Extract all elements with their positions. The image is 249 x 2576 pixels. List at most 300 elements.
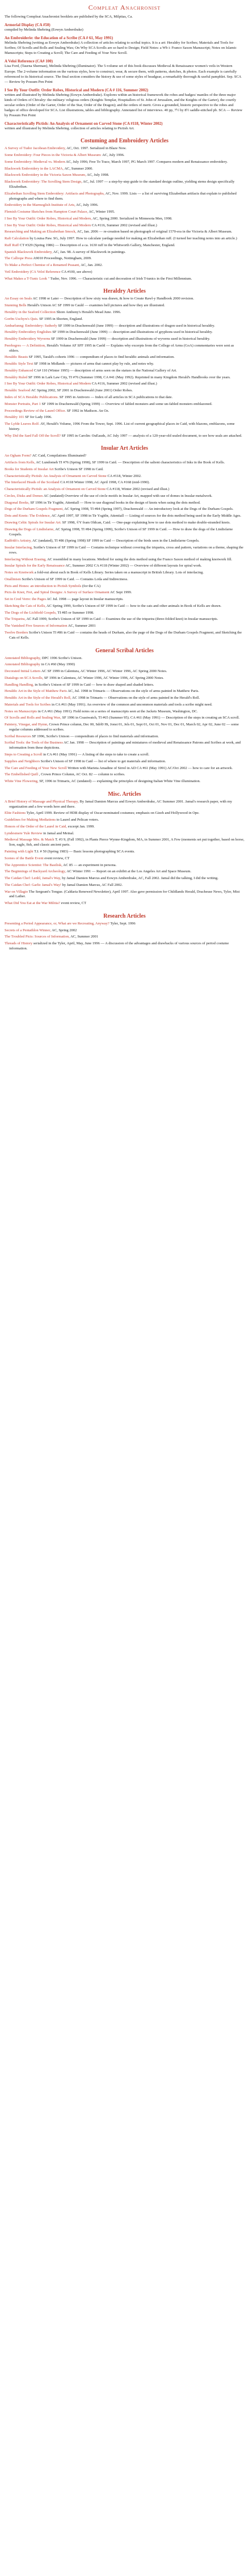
article-title-link[interactable]: Some Embroidery: Medieval vs. Modern — [5, 159, 65, 164]
article-details: Shore Anthony's Herald's Mead June. 1996. — [56, 310, 121, 315]
article-details: Scribe's Unison SF 1998 in Caid. — [54, 467, 104, 471]
section-heading: General Scribal Articles — [95, 647, 154, 654]
article-title-link[interactable]: Veil Embroidery (CA Veloï Reference — [5, 269, 61, 274]
article-title-link[interactable]: Notes on Knotwork — [5, 571, 34, 575]
article-title-link[interactable]: Insular Spirals for the Early Renaissance — [5, 564, 65, 568]
article-entry — [5, 890, 244, 900]
section-heading: Misc. Articles — [108, 791, 141, 797]
article-title-link[interactable]: Researching and Making an Elizabethan Smock, — [5, 230, 77, 234]
article-entry — [5, 825, 244, 830]
article-title-link[interactable]: Circles, Disks and Domes — [5, 493, 43, 498]
article-title-link[interactable]: I See By Your Outfit: Order Robes, Historical and Modern, — [5, 216, 92, 221]
article-details: in CA #61 (May 1991) — A listing of the steps to take to create a scroll. — [43, 753, 150, 757]
article-details: Tyler, Sept. 1996 — [110, 921, 136, 926]
article-title-link[interactable]: Painting with Light — [5, 849, 33, 854]
article-details: Written with Marieta Amadine of Sirrel in AD CA #61 (May 1991) AC/Oct 2002 — how to care for an artwork. — [67, 766, 233, 770]
article-title-link[interactable]: Supplies and Neighbors — [5, 759, 40, 763]
article-details: The Sergeant's Tongue. (Caldaria Renewed Newsletter), April 1997. Also gave permission for Childlands Herald, Dracheuse News, Tyler, Mist and Lather. — [9, 889, 240, 899]
article-entry — [5, 210, 244, 215]
article-title-link[interactable]: To Make a Perfect Chemise of a Renamed Peasant, — [5, 263, 80, 268]
article-entry — [5, 362, 244, 367]
article-details: Tyler, April 1999. Review of HDR display of Oscar-nominated costumes; emphasis on Gizeh and Hollywood in Ope. — [26, 811, 200, 816]
article-details: Scribe's Unison of SF 1999 in Caid — Contains technique without covering the triquetra, cross and pattern, variations on a theme, shaping the rows. — [9, 546, 244, 555]
article-entry — [5, 153, 244, 158]
article-details: AC, Summer 2001 — [67, 624, 96, 628]
article-title-link[interactable]: Scribal Resources — [5, 734, 31, 738]
article-entry — [5, 382, 244, 387]
article-details: CA #116, Summer 2002 (revised and illust.) — [91, 382, 157, 386]
article-details: serialized in the Tyler, April, May, June 1996 — A discussion of the advantages and drawbacks of various sources of period costume information. — [9, 941, 229, 951]
article-title-link[interactable]: Decorated Initial Letters — [5, 669, 41, 674]
article-title-link[interactable]: Scenes of the Battle Event — [5, 856, 44, 860]
book-description: written and illustrated by Melinda Shebring. collection of articles relating to Pictish Art. — [5, 126, 134, 131]
intro-text: The following Compleat Anachronist booklets are published by the SCA, Milpitas, Ca. — [5, 15, 133, 19]
article-details: AC 85 — an experiment in persona. — [63, 863, 117, 867]
article-title-link[interactable]: Drawing the Dogs of Lindisfarne, — [5, 527, 54, 531]
article-details: by Jamal Damien Marcus and Eowyn Amberdrake, AC, Fall 2002. Jamal did the talking, I did the writing. — [62, 876, 219, 881]
article-title-link[interactable]: Heraldry Embroidery Wyverns — [5, 337, 50, 341]
article-title-link[interactable]: Threads of History — [5, 941, 33, 946]
article-entry — [5, 753, 244, 758]
article-details: in Jamal and Meinal. — [43, 831, 74, 835]
article-title-link[interactable]: Lyndesmere Yule Review — [5, 831, 43, 835]
article-title-link[interactable]: Twelve Borders — [5, 631, 28, 635]
article-entry — [5, 344, 244, 354]
article-title-link[interactable]: The Caidan Chef: Garlic Jamal's Way! — [5, 882, 61, 887]
article-details: AC, Jan. 2006 — re-creation based on photograph of original 1570-era in the Victoria & Albert Museum. — [77, 230, 233, 234]
article-details: SF 1996 in Tir Ysgithr, Attentiall — How to use diagonal books in the design of knots when using the dots method. — [30, 500, 201, 505]
article-title-link[interactable]: Handling Handling, — [5, 682, 34, 687]
book-entry — [5, 59, 244, 84]
article-entry — [5, 831, 244, 837]
article-title-link[interactable]: A Brief History of Massage and Physical Therapy, — [5, 799, 79, 804]
article-entry — [5, 669, 244, 674]
article-title-link[interactable]: Heraldic Seafood — [5, 388, 31, 393]
article-entry — [5, 779, 244, 784]
article-entry — [5, 422, 244, 432]
sections-container — [5, 138, 244, 951]
article-details: AC, July 1996; Free To Trace, March 1997, PG March 1997. Compares modern and Renaissance embroidery. — [65, 159, 228, 164]
article-title-link[interactable]: Onallinism — [5, 577, 21, 581]
article-details: AC, July 1998. — [87, 173, 109, 178]
article-entry — [5, 409, 244, 414]
article-details: AC, Nov. 1999. Lists — a list of surviving Elizabethan artifacts that explain to published photographs and where to find them. — [9, 191, 237, 201]
article-title-link[interactable]: Of Scrolls and Rolls and Sealing Wax, — [5, 716, 61, 720]
article-details: SF 1996 in Calentura, AC Winter 1996, AC Winter 1996, AC Spring 2000 Notes. — [44, 675, 164, 680]
article-title-link[interactable]: Materials and Tools for Scribes — [5, 702, 51, 707]
section-heading: Insular Art Articles — [100, 445, 149, 452]
article-entry — [5, 941, 244, 952]
article-title-link[interactable]: Flemish Costume Sketches from Hampton Court Palace, — [5, 210, 88, 214]
article-entry — [5, 467, 244, 472]
article-entry — [5, 869, 244, 875]
article-title-link[interactable]: Drawing Celtic Spirals for Insular Art. — [5, 520, 62, 525]
article-title-link[interactable]: I See By Your Outfit: Order Robes, Historical and Modern — [5, 382, 91, 386]
article-title-link[interactable]: Eadfrith's Artistry, — [5, 539, 32, 543]
article-entry — [5, 710, 244, 715]
article-title-link[interactable]: The Beginnings of Backyard Archeology, — [5, 869, 66, 874]
article-details: event review, CT — [44, 856, 70, 860]
article-title-link[interactable]: Diatalogs on SCA Scrolls, — [5, 675, 44, 680]
article-details: By Jamal Damien Marcus and Eowyn Amberdrake, AC Summer 2001. Jamal's research paper, with my organization and a few words here and there. — [9, 799, 233, 809]
article-details: SF 1995 in Carolin: OuEauds, AC July 1997 — analysis of a 120-year-old sealed document, to see how seals are attached. — [61, 433, 242, 438]
article-details: AC Spring 1998, TI #84 (Spring 1997), Drachenwald — An introductory look at the Dogs of the Durham Gospels. — [64, 507, 234, 512]
article-title-link[interactable]: A Survey of Tudor Jacobean Embroidery, — [5, 146, 66, 151]
article-entry — [5, 402, 244, 407]
article-title-link[interactable]: Proceedings Review of the Laurel Office. — [5, 408, 66, 413]
article-title-link[interactable]: The Interlaced Heads of the Scotland — [5, 480, 60, 485]
article-entry — [5, 703, 244, 708]
article-title-link[interactable]: Steps to Creating a Scroll — [5, 753, 43, 757]
article-title-link[interactable]: The Dogs of the Lichfield Gospels, — [5, 610, 57, 615]
article-details: CA #118 Winter 1998, AC April 1998, CA #168 (mid-1990). — [60, 480, 150, 485]
article-entry — [5, 723, 244, 733]
article-entry — [5, 521, 244, 526]
article-title-link[interactable]: The Vanished Five Sources of Information — [5, 624, 67, 628]
article-entry — [5, 461, 244, 466]
article-title-link[interactable]: Index of SCA Heraldic Publications. — [5, 395, 59, 399]
article-title-link[interactable]: Heraldic Beasts — [5, 355, 28, 360]
article-details: AC (undated) Overview of the use of circle motifs in Insular Art, mapped with use of domes in Insular metalwork. — [43, 493, 213, 498]
article-entry — [5, 514, 244, 519]
article-entry — [5, 656, 244, 661]
article-details: CT #329 (Spring 1986) — Description of a ca. 1630 ruff in the Whitworth Gallery, Manchester, England. — [19, 243, 175, 247]
article-entry — [5, 434, 244, 439]
article-title-link[interactable]: Gorfm Uschyrs's Quis. — [5, 316, 39, 321]
article-entry — [5, 631, 244, 641]
article-entry — [5, 180, 244, 190]
article-details: SF 1998, ©Y fram Oldcan, Caid. — One-page explaining how to use dots method to make double-stranded knots. — [62, 520, 231, 525]
article-entry — [5, 203, 244, 208]
article-entry — [5, 539, 244, 544]
article-details: AC Fall 1999, Scribe's Unison of SF 1999 in Caid — Examines the use of the triquetra (three-folded knot) in Insular manuscripts. — [26, 617, 218, 622]
article-title-link[interactable]: Characteristically Pictish: An Analysis of Ornament on Carved Stone — [5, 474, 107, 478]
article-details: AC Spring 1998, TI #84 (Spring 1999), Scribe's Unison of SF 1999 in Caid. — How to draw the dogs of the Lindisfarne Gospels. — [9, 527, 233, 537]
article-details: AC Lundomeh TI #76 (Spring 1998), SF 1999 in Caid. — Description of the salient characteristics of Inks in the Book of Kells. — [36, 461, 225, 465]
article-title-link[interactable]: Interlacing Without Erasing, — [5, 557, 47, 561]
article-entry — [5, 611, 244, 616]
article-details: to Laurel and Pelican voters. — [56, 818, 99, 822]
article-details: CA #118, Winter 2002 (revised and illust.) — [106, 487, 170, 492]
article-title-link[interactable]: Heraldic Art in the Style of Matthew Paris — [5, 689, 67, 694]
article-title-link[interactable]: The Embellished Quill — [5, 772, 39, 777]
article-title-link[interactable]: Guidelines for Making Mediations — [5, 818, 56, 822]
article-entry — [5, 250, 244, 255]
article-details: CA #118, Winter 2002. — [107, 474, 142, 478]
article-title-link[interactable]: Secrets of a Pentathlon Winner, — [5, 928, 51, 932]
article-title-link[interactable]: An Ogham Form? — [5, 454, 32, 458]
article-details: Herald's Unison AC SF 1999 in Cauld — examines bell pictures and how they are illustrated. — [27, 303, 165, 308]
article-entry — [5, 237, 244, 242]
article-entry — [5, 507, 244, 512]
book-description: Lisa Ford, (Taurna Sherman), Melinda Shebring (illuminator). The 5-volume set of this book discusses Medieval & Renaissance women's veils in Western Europe. The 2-volume information on the various styles, how to construct, wear, & secure them, with patterns, sketches, & photos. Each example is carefully referenced to its historical source. The final section considers the history & use of some styles of headgear, a remarkably thorough & useful pamphlet. Sep. SCA — Review by Possum Pen Point — [5, 64, 242, 84]
page — [0, 0, 249, 965]
article-details: AC, Oct. 1997. Serialized in Blaze Now. — [66, 146, 126, 151]
book-entry — [5, 88, 244, 118]
article-entry — [5, 696, 244, 701]
article-details: SF 1998 in Midlands — pictures of arms that cannot play by rule, and notes why. — [33, 362, 154, 366]
book-entry — [5, 23, 244, 32]
article-details: (for the CA) — [82, 584, 100, 588]
article-entry — [5, 317, 244, 322]
article-details: SF for Lady 1996. — [25, 415, 52, 420]
article-title-link[interactable]: Sketching the Cats of Kells, — [5, 603, 46, 608]
article-entry — [5, 243, 244, 248]
site-title: Compleat Anachronist — [88, 3, 161, 11]
article-title-link[interactable]: Dots and Knots: The Evidence, — [5, 514, 51, 518]
article-details: AC Spring 2002, SF 2001 in Drachenwald (June 2001) Order Robes. — [31, 388, 133, 393]
article-entry — [5, 818, 244, 823]
article-details: T. #3 9, (Fall 1992), in Plants Pierce Wynne-Kingdom, MA, in Summer 2001, A Few (moments set put together, based on horse, lion, eagle, fish, and classic ancient parts. — [9, 838, 244, 847]
article-title-link[interactable]: Characteristically Pictish: an Analysis of Ornament on Carved Stone — [5, 487, 106, 492]
article-entry — [5, 263, 244, 268]
article-details: SF 1992 in Madison. An Oz. — [66, 408, 109, 413]
section-heading: Research Articles — [103, 913, 146, 919]
article-entry — [5, 270, 244, 275]
article-entry — [5, 192, 244, 202]
article-title-link[interactable]: Annotated Bibliography, — [5, 656, 41, 660]
article-entry — [5, 876, 244, 881]
article-title-link[interactable]: Spanish Blackwork Embroidery, — [5, 250, 53, 254]
article-details: SF 1999 in Drachenwald (June 1999) — description and illustrations of dragon used in historical heraldry. — [58, 323, 215, 328]
article-title-link[interactable]: Blackwork Embroidery in the LACMA, — [5, 166, 64, 171]
article-entry — [5, 146, 244, 151]
article-details: SF 1995 in Shorten, England. — [39, 316, 83, 321]
article-details: by Louisa Paw. SG, July 1997. How to calculate yardage needed for making an Elizabethan ruff. (I turned her teaching notes into an article.) — [29, 237, 237, 241]
article-title-link[interactable]: Dogs of the Durham Gospels Fragment, — [5, 507, 64, 512]
books-list — [5, 23, 244, 131]
article-entry — [5, 584, 244, 589]
article-details: SF 1999 in Drachenwald (June 1999) — description and illustrations of wyverns used in historical heraldry. — [50, 337, 210, 341]
book-title[interactable]: Armorial Display (CA #50) — [5, 23, 50, 28]
article-entry — [5, 772, 244, 778]
article-title-link[interactable]: Elizabethan Scrolling Stem Embroidery: Artifacts and Photographs, — [5, 191, 105, 196]
article-entry — [5, 617, 244, 622]
book-description: Melinda Shebring (writing as Eowyn Amberdrake) A collection of articles relating to scribal topics. It is a art: Heraldry for Scribes; Materials and Tools for Scribes; Of Scrolls and Rolls and Sealing Wax; On Why SCA Scrolls are so hard to Design; Field Notes: a Wb i: Franco Saxon Manuscript; Notes on Islamic Manuscripts; Steps to Creating a Scroll; The Care and Feeding of Your New Scroll. — [5, 41, 237, 56]
article-entry — [5, 741, 244, 751]
article-title-link[interactable]: Embroidery in the Marmoglish Institute of Arts, — [5, 203, 75, 208]
article-title-link[interactable]: Heraldic Style Text — [5, 362, 33, 366]
article-entry — [5, 800, 244, 810]
article-entry — [5, 277, 244, 282]
article-title-link[interactable]: Heraldic Art in the Style of the Herald's Roll, — [5, 696, 71, 700]
article-details: Scribe's Unison of SF 1999 in Caid. — Contains Lotla and Indirectness. — [22, 577, 128, 581]
article-entry — [5, 863, 244, 868]
article-entry — [5, 546, 244, 556]
article-details: AC, Jan. 2002. — [81, 263, 103, 268]
article-title-link[interactable]: Blackwork Embroidery in the Victoria Saxon Museum, — [5, 173, 86, 178]
article-details: AC 1998 or Later — Description of how sixty was drawn, & how to Create Rawl-y Handbook 2000 revision. — [32, 297, 195, 301]
article-entry — [5, 928, 244, 934]
article-title-link[interactable]: Elite Fashions — [5, 811, 26, 816]
article-details: AC 1998 in Trimaris — Observations on the style of arms painted in the Herald's Roll. — [71, 696, 200, 700]
article-details: by Jamal Damien Marcus, AC Fall 2002. — [62, 882, 123, 887]
article-title-link[interactable]: Medieval Massage Mrs. & Match — [5, 838, 54, 842]
article-details: Scribe's Unison TI #86 in Caid — contains the heads of Durham, also the page of the Dogs of the Durham Gospels Fragment, and Sketching the Cats of Kells. — [9, 631, 242, 640]
article-entry — [5, 734, 244, 740]
article-entry — [5, 501, 244, 506]
article-details: T.I. # 50 (Spring 1983) — Basic lessons photographing SCA events. — [34, 849, 135, 854]
article-details: a fold-out about each in Book of Kells Library. Series taken on a manuscript in British Library. Lots of interlacing. — [34, 571, 204, 575]
book-title[interactable]: Characteristically Pictish: An Analysis of Ornament on Carved Stone (CA #118, Winter 2002) — [5, 121, 163, 126]
article-details: SF 1996 in Lark Law City, TI #76 (Summer 1998, CA #41 (May 1992). Reprinted in many Kingdom Herald's Handbooks over the years. — [28, 375, 231, 379]
article-title-link[interactable]: Stunning Bells — [5, 303, 27, 308]
article-title-link[interactable]: Blackwork Embroidery: The Scrolling Stem Design, — [5, 180, 82, 184]
article-details: AC Jan. 1998 — Description of paintings and miniatures of medieval and Renaissance Patrons and Scribes at work, and information from these depictions. — [9, 741, 241, 750]
article-details: event review, CT — [61, 901, 87, 906]
article-details: AC (undated), TI #86 (Spring 1998) SF 1999 in Caid — Description of the birds seen in the Lindisfarne Gospels. — [32, 539, 200, 543]
article-title-link[interactable]: Monster Portraits, Part 1 — [5, 402, 41, 406]
article-title-link[interactable]: What Did You Eat at the War Militia? — [5, 901, 60, 906]
article-title-link[interactable]: White Vine Flowering, — [5, 779, 39, 784]
article-details: AC SF 1999 in Calentura, AC Winter 1996, AC Winter 1996, AC Spring 2000 Notes. — [41, 669, 167, 674]
article-title-link[interactable]: Annotated Bibliography — [5, 662, 41, 667]
book-title[interactable]: A Veloï Reference (CA# 100) — [5, 59, 53, 64]
article-details: SF 1995, Tarald's cohorts 1996 — compendium of places to find heraldic animals and information. — [28, 355, 175, 360]
article-entry — [5, 850, 244, 855]
article-entry — [5, 494, 244, 499]
book-entry — [5, 36, 244, 56]
article-entry — [5, 173, 244, 178]
article-title-link[interactable]: The Lyfde Leaves Rolf. — [5, 422, 40, 426]
article-title-link[interactable]: Ruff Ruff — [5, 243, 19, 247]
article-entry — [5, 324, 244, 329]
article-title-link[interactable]: Diagonal Books, — [5, 500, 29, 505]
article-details: AC Jul. 1998 — page layout in Insular manuscripts. — [47, 597, 124, 602]
article-entry — [5, 230, 244, 235]
article-title-link[interactable]: Heraldry Embroidery Englishes — [5, 330, 52, 335]
book-entry — [5, 121, 244, 131]
article-details: SF 1999 in Drachenwald (Spring 1999) — Overview of fabled monsters and some un-fabled monsters emblazoned. — [41, 402, 213, 406]
article-entry — [5, 337, 244, 342]
article-title-link[interactable]: Books for Students of Insular Art — [5, 467, 54, 471]
article-details: excerpt Jan. 1999. — [67, 824, 95, 829]
article-details: CA #116, Summer 2002 (revised and illust.) — [91, 223, 157, 227]
article-title-link[interactable]: I See By Your Outfit: Order Robes, Historical and Modern — [5, 223, 91, 227]
article-entry — [5, 223, 244, 229]
article-entry — [5, 716, 244, 721]
article-entry — [5, 310, 244, 315]
book-title[interactable]: I See By Your Outfit: Order Robes, Historical and Modern (CA # 116, Summer 2002) — [5, 87, 149, 92]
article-details: AC Sept 1999. — [109, 590, 132, 595]
article-entry — [5, 303, 244, 309]
article-entry — [5, 256, 244, 261]
article-entry — [5, 935, 244, 940]
article-entry — [5, 856, 244, 862]
article-details: AC, Spring 2000. Serialized in Minnesota Men, 1998. — [92, 216, 172, 221]
article-title-link[interactable]: The Caidan Chef: Lenbl, Jamal's Way, — [5, 876, 61, 881]
article-entry — [5, 662, 244, 668]
article-details: AC resembled in many locations. Method for using the dots method using the Franco Saxon method of making knotwork fill. — [47, 557, 233, 561]
article-title-link[interactable]: Heraldry Ruled — [5, 375, 28, 379]
article-title-link[interactable]: The Calliope Press — [5, 256, 33, 261]
article-title-link[interactable]: Presenting a Period Appearance, or, What are we Recreating, Anyway? — [5, 921, 109, 926]
article-details: CA# 110 (Winter 1995) — description of arms seen on the statues in the National Gallery of Art. — [33, 368, 177, 373]
article-entry — [5, 766, 244, 771]
article-entry — [5, 415, 244, 420]
section-heading: Heraldry Articles — [103, 288, 146, 295]
article-details: AC, Jan. 98. A survey of Blackwork in paintings. — [53, 250, 126, 254]
article-details: Herald's Volume AF SFF 1995 in Caeld — Explains why excerpts from the College of Arms (GoA) commentaries were sent as ohlers. — [9, 343, 234, 353]
article-entry — [5, 604, 244, 609]
article-details: AC April 1997, SF 1998 in Tir Ysgithr, Attentiall — Listing of sources for the dots method being used in the Early Middle Ages. — [51, 514, 242, 518]
article-title-link[interactable]: Raft Calculation — [5, 237, 29, 241]
article-title-link[interactable]: Ambarlunng: Embroidery: Sutherly — [5, 323, 57, 328]
article-title-link[interactable]: War on Villagio — [5, 889, 28, 894]
article-details: AC, Jul. 1997 — a step-by-step guide to the standard design outline, yielding stems design specifically Elizabethan. — [9, 180, 235, 189]
article-details: A9010 Proceedings, Nottingham, 2009. — [33, 256, 92, 261]
article-title-link[interactable]: Paintery, Vinegar, and Hymn, — [5, 723, 48, 727]
article-title-link[interactable]: Set in Cred Verre: the Pages — [5, 597, 46, 602]
article-title-link[interactable]: Why Did the Sard Fall Off the Scroll? — [5, 433, 61, 438]
article-entry — [5, 454, 244, 459]
article-title-link[interactable]: Heraldry Enhanced — [5, 368, 33, 373]
article-details: Tudor, Nov. 1996. — Characteristic cut and decoration of Irish T-tunics in the First Millennium. — [50, 276, 192, 281]
article-details: in CA #61 (May 1991). An overview of the common and uncommon materials and tools a scribe might need. — [52, 702, 213, 707]
article-title-link[interactable]: The Apprentice Scientist: The Basilisk, — [5, 863, 62, 867]
article-entry — [5, 577, 244, 582]
article-entry — [5, 388, 244, 394]
article-title-link[interactable]: Heraldry in the Seaford Collection — [5, 310, 56, 315]
article-details: TI #85 or Summer 1998. — [57, 610, 94, 615]
article-title-link[interactable]: Scribal Tools: the Tools of the Business — [5, 741, 63, 745]
article-entry — [5, 922, 244, 927]
article-entry — [5, 167, 244, 172]
article-details: AC, Jul. 1998 in Trimaris — Observations on the style of arms painted in Matthew Paris. — [67, 689, 200, 694]
article-title-link[interactable]: Peerhogres — A Definition, — [5, 343, 46, 348]
article-entry — [5, 689, 244, 694]
article-title-link[interactable]: Artifacts from Kells, — [5, 461, 35, 465]
article-title-link[interactable]: Some Embroidery: Four Pieces in the Victoria & Albert Museum: — [5, 153, 102, 158]
article-entry — [5, 527, 244, 538]
article-title-link[interactable]: An Essay on Seals — [5, 297, 32, 301]
article-title-link[interactable]: Honors of the Order of the Laurel in Caid, — [5, 824, 67, 829]
article-entry — [5, 474, 244, 479]
article-title-link[interactable]: Notes on Manuscripts — [5, 709, 37, 713]
article-entry — [5, 597, 244, 602]
article-entry — [5, 297, 244, 302]
book-description: written and illustrated by Melinda Shebring (Eowyn Amberdrake). Explores within an historical framework the robes and badges/ mantles of the three major kinds of Orders of Chivalry: the military/ religious orders (Knights Templar, Hospitallers of St. John of Jerusalem, and the Knights of the Garter), the courtly secular orders (Order of the Garter, Order of the Star, Order of the Dragon); and the orders of merit. Gives a grounded, historic perspective to the robes and badges of office developed for SCA. List illustrations, tables and bibliography. Annotated list of interviews. 40 pp, 7½ by 8½ saddle-stitched pb. SCA — Review by Possum Pen Point — [5, 92, 243, 118]
article-entry — [5, 624, 244, 629]
article-entry — [5, 330, 244, 335]
article-details: AC, July 1996. — [76, 203, 99, 208]
article-details: SF 1995 in Antivoro — Index of all articles in SCA publications to that date. — [59, 395, 173, 399]
article-title-link[interactable]: What Makes a T-Tunic Look " — [5, 276, 50, 281]
article-title-link[interactable]: The Care and Feeding of Your New Scroll — [5, 766, 67, 770]
article-details: AC Winter 1991 — Report on an exhibit at the Los Angeles Art and Space Museum. — [66, 869, 192, 874]
article-details: in Scribe's Unison of SF 1999 in Caid — how to draw shaped and shaded letters. — [35, 682, 154, 687]
article-details: in CA #60 (May 1990) — [41, 662, 75, 667]
article-title-link[interactable]: Picts and Hones: an introduction to Pictish Symbols — [5, 584, 82, 588]
article-details: Scribe's Unison of SF 1998 in Caid — list of where to get materials and information. — [40, 759, 166, 763]
article-entry — [5, 487, 244, 492]
article-details: SF 1996, Scribe's Unison — compendium of places to find materials and information. — [32, 734, 159, 738]
article-details: AC Spring 1999, Scribe's Unison of SF 1999 in Caid — how to the cats and other animals in Book of Kells are drawn. — [47, 603, 222, 608]
article-title-link[interactable]: The Triquetra, — [5, 617, 26, 622]
article-details: AC, July 1996. — [102, 153, 125, 158]
article-entry — [5, 883, 244, 888]
article-entry — [5, 160, 244, 165]
article-title-link[interactable]: The Troubled Picts: Sources of Information, — [5, 935, 70, 939]
article-title-link[interactable]: Insular Interlacing, — [5, 546, 33, 550]
article-title-link[interactable]: Heraldry 101 — [5, 415, 24, 420]
article-details: AC, Summer 2002 CA #118 (Winter 2002) — Overview of different layouts for spiral work. — [65, 564, 202, 568]
book-title[interactable]: An Embroiderie: the Education of a Scribe (CA # 61, May 1991) — [5, 36, 113, 41]
article-title-link[interactable]: Picts de Knot, Fret, and Spiral Designs: A Survey of Surface Ornament — [5, 590, 109, 595]
section-heading: Costuming and Embroidery Articles — [80, 138, 169, 145]
article-entry — [5, 571, 244, 576]
article-entry — [5, 369, 244, 374]
